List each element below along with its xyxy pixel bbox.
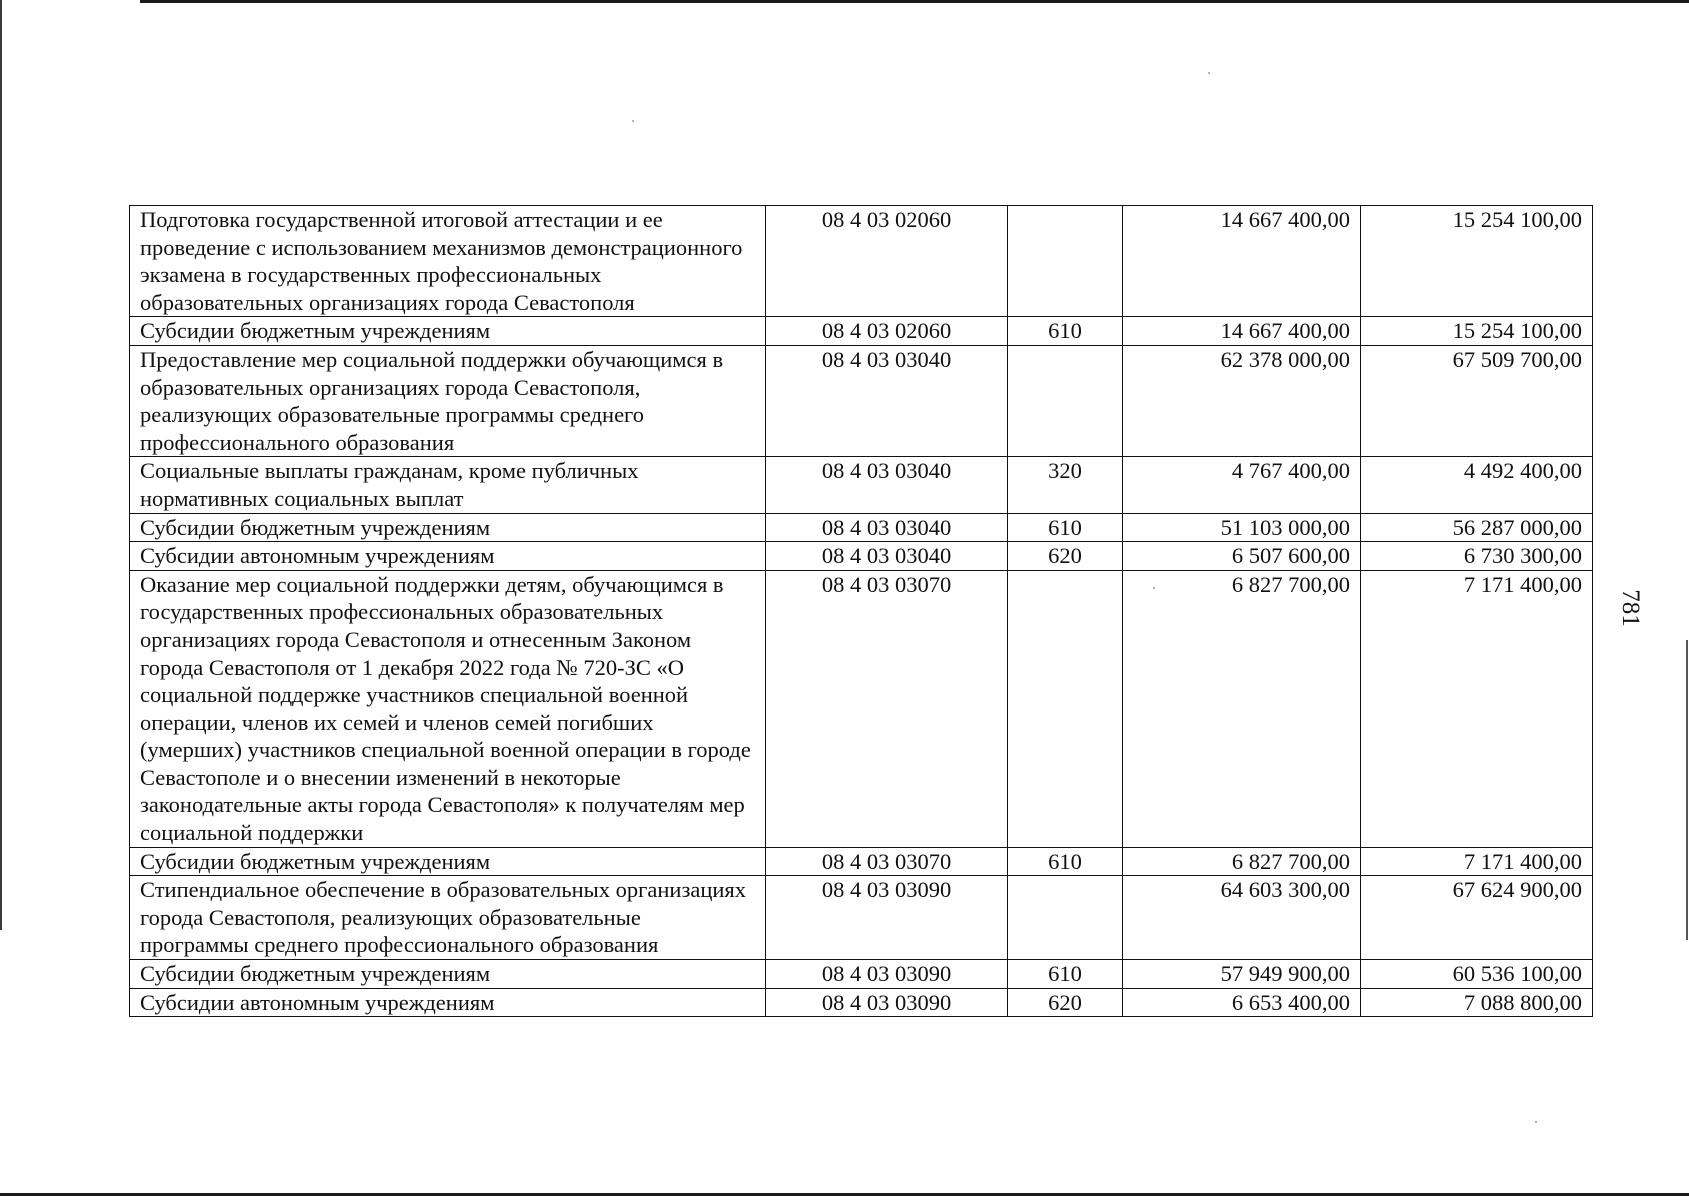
row-sum-year-1: 57 949 900,00	[1123, 960, 1361, 989]
table-row	[130, 513, 1593, 542]
row-expense-type: 610	[1008, 317, 1123, 346]
row-sum-year-1: 14 667 400,00	[1123, 206, 1361, 317]
row-sum-year-2: 67 624 900,00	[1361, 876, 1593, 960]
row-sum-year-2: 67 509 700,00	[1361, 345, 1593, 456]
row-name: Предоставление мер социальной поддержки обучающимся в образовательных организациях города Севастополя, реализующих образовательные программы среднего профессионального образования	[130, 345, 766, 456]
table-row	[130, 345, 1593, 456]
row-sum-year-1: 6 507 600,00	[1123, 542, 1361, 571]
row-target-code: 08 4 03 03090	[766, 988, 1008, 1017]
table-row	[130, 317, 1593, 346]
table-row	[130, 876, 1593, 960]
row-target-code: 08 4 03 03070	[766, 847, 1008, 876]
row-expense-type	[1008, 206, 1123, 317]
scan-top-edge	[0, 0, 1689, 3]
scan-left-edge	[0, 0, 2, 930]
row-sum-year-2: 56 287 000,00	[1361, 513, 1593, 542]
row-target-code: 08 4 03 03040	[766, 345, 1008, 456]
row-sum-year-1: 14 667 400,00	[1123, 317, 1361, 346]
row-sum-year-2: 6 730 300,00	[1361, 542, 1593, 571]
row-sum-year-2: 7 171 400,00	[1361, 847, 1593, 876]
row-name: Субсидии бюджетным учреждениям	[130, 960, 766, 989]
row-name: Стипендиальное обеспечение в образовательных организациях города Севастополя, реализующих образовательные программы среднего профессионального образования	[130, 876, 766, 960]
row-sum-year-2: 7 171 400,00	[1361, 570, 1593, 847]
row-target-code: 08 4 03 03070	[766, 570, 1008, 847]
row-target-code: 08 4 03 03040	[766, 457, 1008, 513]
scan-top-edge-gap	[0, 0, 140, 3]
page-number: 781	[1617, 589, 1644, 627]
row-expense-type	[1008, 345, 1123, 456]
row-expense-type: 620	[1008, 988, 1123, 1017]
row-expense-type: 610	[1008, 960, 1123, 989]
scan-speck	[1535, 1121, 1537, 1123]
table-row	[130, 542, 1593, 571]
table-row	[130, 847, 1593, 876]
row-expense-type: 620	[1008, 542, 1123, 571]
scan-speck	[632, 120, 634, 122]
row-target-code: 08 4 03 03040	[766, 542, 1008, 571]
row-sum-year-2: 60 536 100,00	[1361, 960, 1593, 989]
table-row	[130, 206, 1593, 317]
row-expense-type	[1008, 570, 1123, 847]
row-sum-year-1: 62 378 000,00	[1123, 345, 1361, 456]
table-row	[130, 570, 1593, 847]
row-name: Субсидии автономным учреждениям	[130, 988, 766, 1017]
row-expense-type: 320	[1008, 457, 1123, 513]
row-target-code: 08 4 03 03090	[766, 960, 1008, 989]
row-sum-year-1: 6 827 700,00	[1123, 847, 1361, 876]
row-name: Субсидии бюджетным учреждениям	[130, 847, 766, 876]
scan-speck	[1208, 72, 1210, 74]
row-name: Подготовка государственной итоговой аттестации и ее проведение с использованием механизмов демонстрационного экзамена в государственных профессиональных образовательных организациях города Севастополя	[130, 206, 766, 317]
row-sum-year-1: 51 103 000,00	[1123, 513, 1361, 542]
row-name: Субсидии бюджетным учреждениям	[130, 317, 766, 346]
table-row	[130, 988, 1593, 1017]
row-sum-year-2: 15 254 100,00	[1361, 317, 1593, 346]
row-name: Субсидии автономным учреждениям	[130, 542, 766, 571]
row-expense-type	[1008, 876, 1123, 960]
row-expense-type: 610	[1008, 847, 1123, 876]
row-name: Субсидии бюджетным учреждениям	[130, 513, 766, 542]
table-row	[130, 457, 1593, 513]
row-expense-type: 610	[1008, 513, 1123, 542]
row-sum-year-2: 7 088 800,00	[1361, 988, 1593, 1017]
row-name: Оказание мер социальной поддержки детям, обучающимся в государственных профессиональных образовательных организациях города Севастополя и отнесенным Законом города Севастополя от 1 декабря 2022 года № 720-ЗС «О социальной поддержке участников специальной военной операции, членов их семей и членов семей погибших (умерших) участников специальной военной операции в городе Севастополе и о внесении изменений в некоторые законодательные акты города Севастополя» к получателям мер социальной поддержки	[130, 570, 766, 847]
row-sum-year-1: 6 827 700,00	[1123, 570, 1361, 847]
table-row	[130, 960, 1593, 989]
row-sum-year-2: 4 492 400,00	[1361, 457, 1593, 513]
scan-bottom-edge	[0, 1193, 1689, 1196]
row-name: Социальные выплаты гражданам, кроме публичных нормативных социальных выплат	[130, 457, 766, 513]
row-sum-year-1: 4 767 400,00	[1123, 457, 1361, 513]
row-target-code: 08 4 03 02060	[766, 206, 1008, 317]
scan-right-edge	[1686, 640, 1688, 940]
budget-table	[129, 205, 1593, 1017]
row-sum-year-1: 6 653 400,00	[1123, 988, 1361, 1017]
row-sum-year-1: 64 603 300,00	[1123, 876, 1361, 960]
row-target-code: 08 4 03 02060	[766, 317, 1008, 346]
row-sum-year-2: 15 254 100,00	[1361, 206, 1593, 317]
row-target-code: 08 4 03 03040	[766, 513, 1008, 542]
row-target-code: 08 4 03 03090	[766, 876, 1008, 960]
